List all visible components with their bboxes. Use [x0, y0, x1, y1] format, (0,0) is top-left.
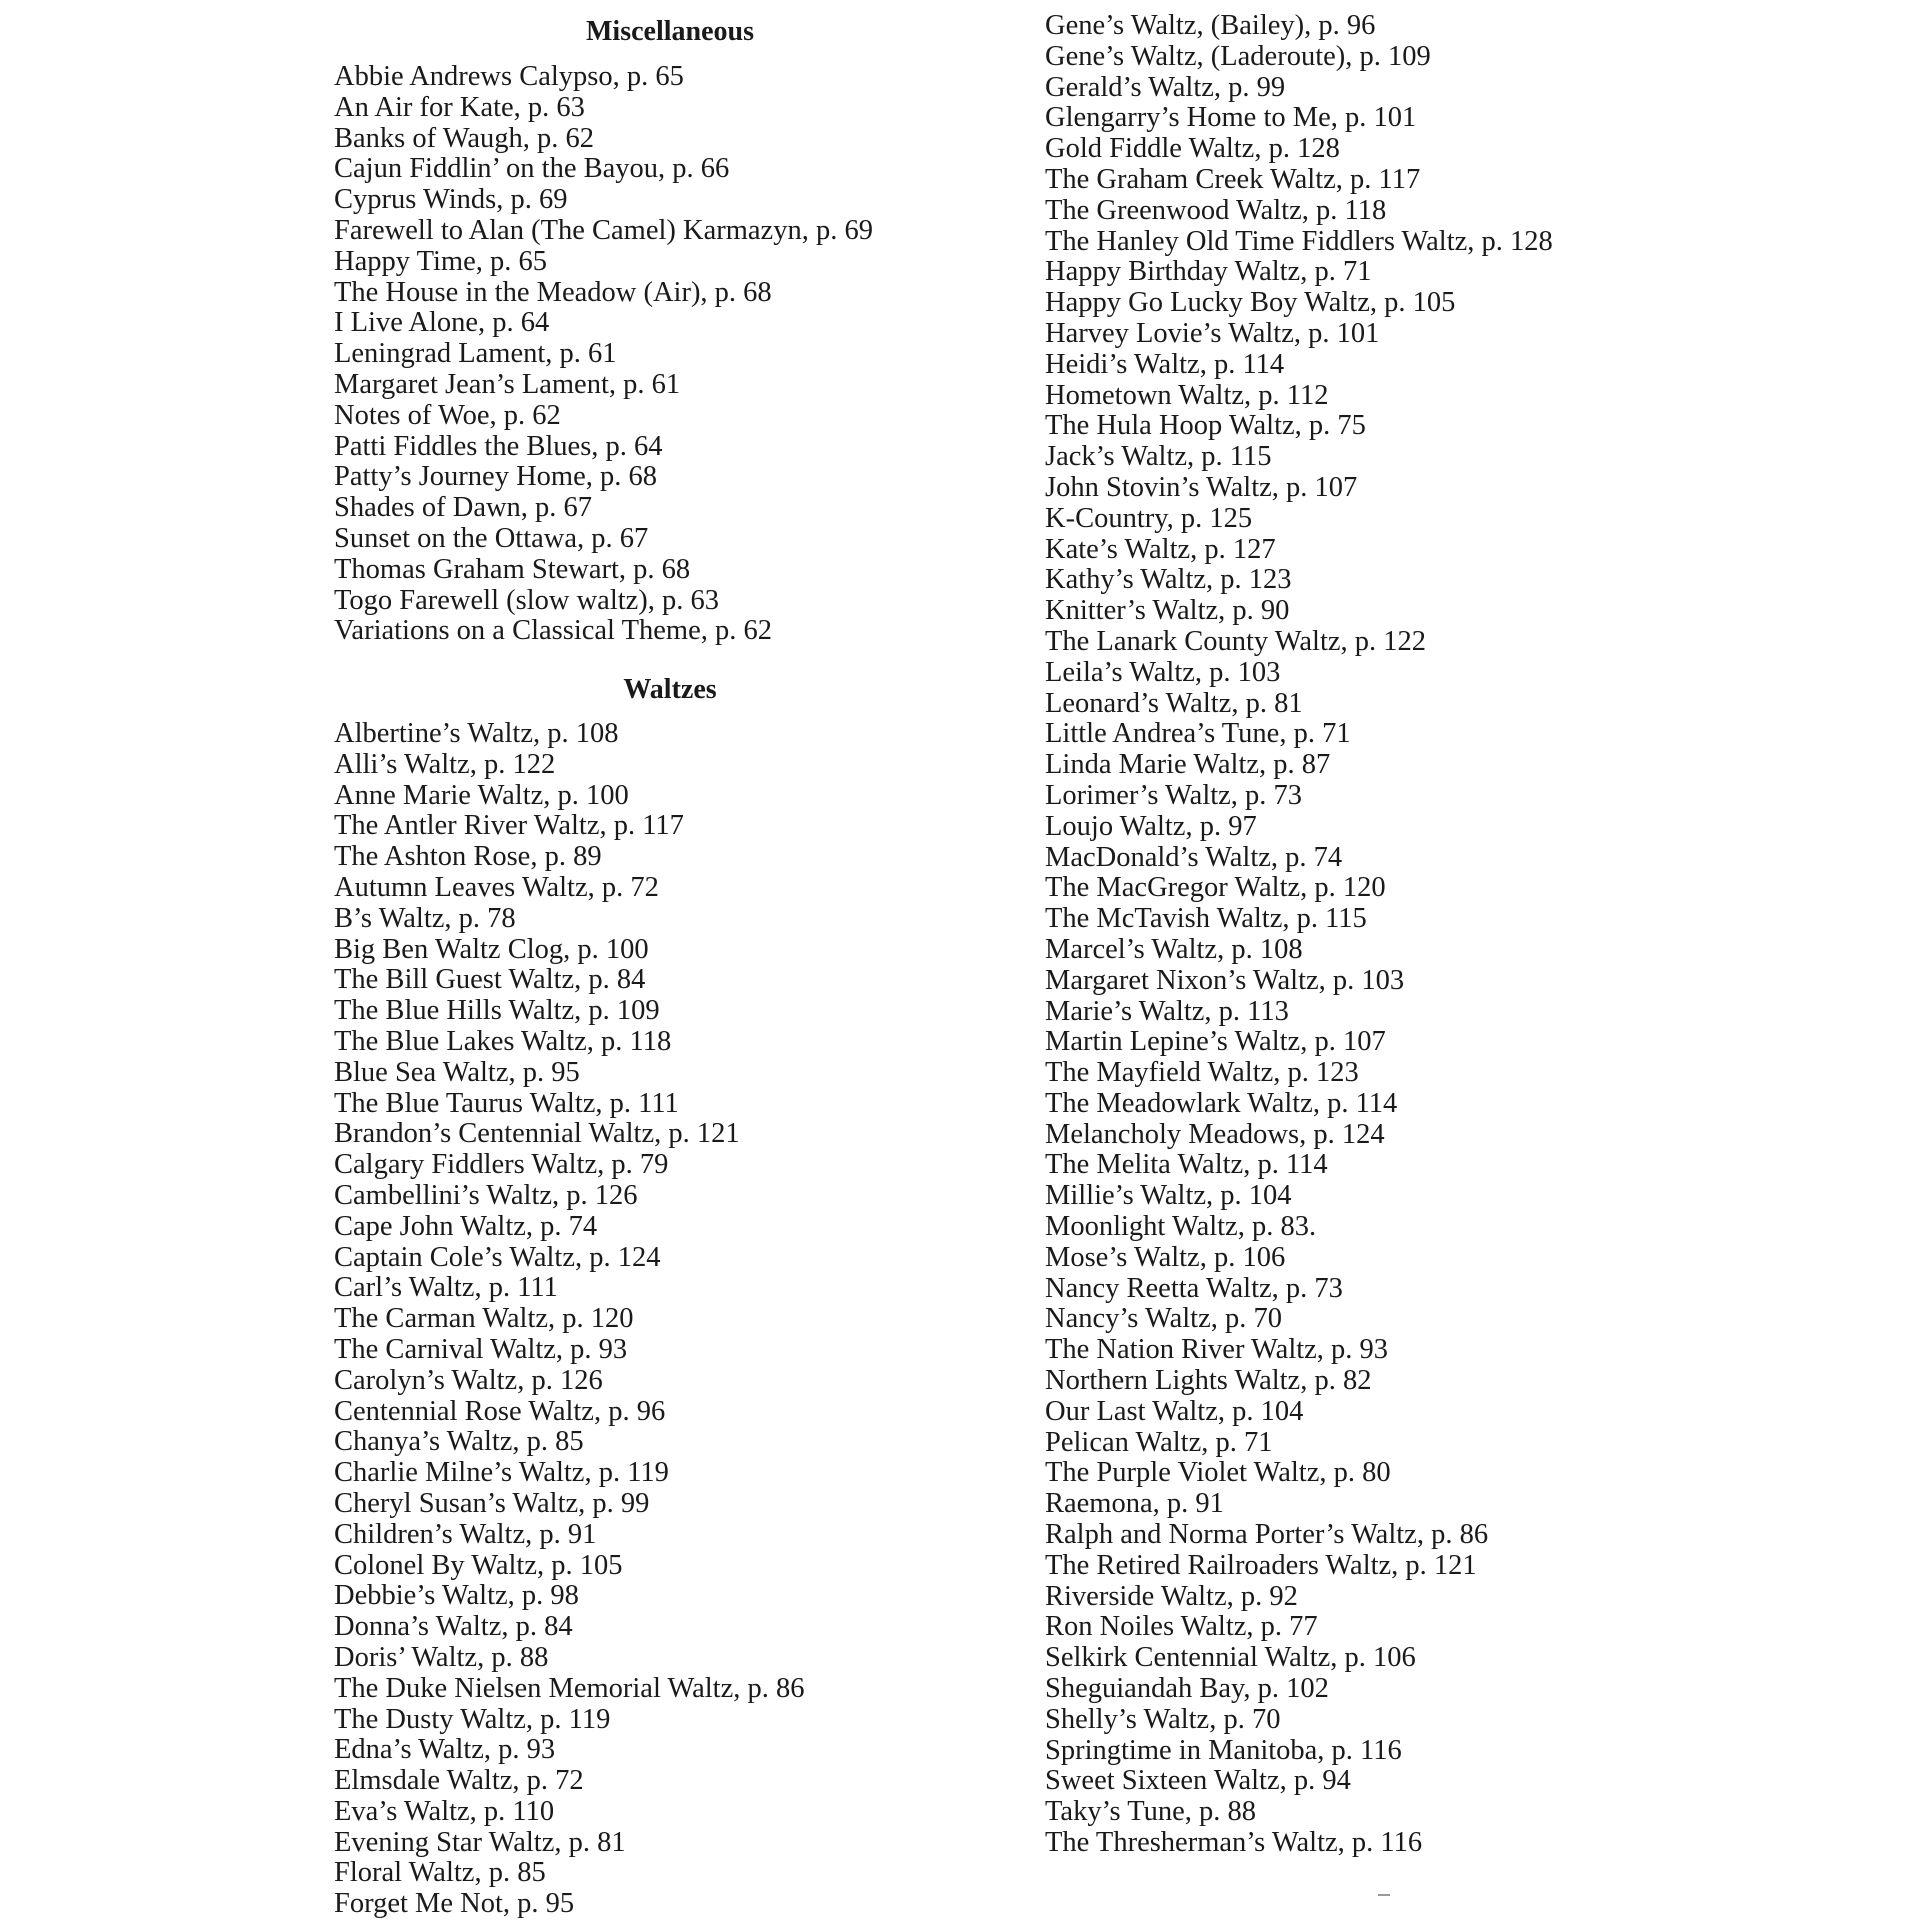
index-entry: The Blue Lakes Waltz, p. 118	[334, 1025, 672, 1057]
waltzes-heading: Waltzes	[623, 674, 717, 705]
index-entry: The Nation River Waltz, p. 93	[1045, 1334, 1389, 1366]
index-entry: B’s Waltz, p. 78	[334, 902, 516, 934]
index-entry: Happy Go Lucky Boy Waltz, p. 105	[1045, 287, 1456, 319]
index-entry: Heidi’s Waltz, p. 114	[1045, 348, 1285, 380]
index-entry: K-Country, p. 125	[1045, 502, 1253, 534]
index-entry: Shades of Dawn, p. 67	[334, 492, 593, 524]
index-entry: Blue Sea Waltz, p. 95	[334, 1056, 580, 1088]
index-entry: Donna’s Waltz, p. 84	[334, 1611, 573, 1643]
index-entry: Gene’s Waltz, (Bailey), p. 96	[1045, 10, 1376, 41]
index-entry: Happy Birthday Waltz, p. 71	[1045, 256, 1372, 288]
index-entry: Martin Lepine’s Waltz, p. 107	[1045, 1026, 1386, 1058]
index-entry: Sweet Sixteen Waltz, p. 94	[1045, 1765, 1351, 1797]
index-entry: Jack’s Waltz, p. 115	[1045, 441, 1272, 473]
index-entry: Mose’s Waltz, p. 106	[1045, 1241, 1286, 1273]
index-entry: Forget Me Not, p. 95	[334, 1888, 575, 1920]
index-entry: The Blue Taurus Waltz, p. 111	[334, 1087, 679, 1119]
index-entry: Anne Marie Waltz, p. 100	[334, 779, 629, 811]
index-entry: Harvey Lovie’s Waltz, p. 101	[1045, 317, 1380, 349]
index-entry: Millie’s Waltz, p. 104	[1045, 1180, 1292, 1212]
index-entry: Banks of Waugh, p. 62	[334, 122, 594, 154]
index-entry: Chanya’s Waltz, p. 85	[334, 1426, 584, 1458]
index-entry: The Thresherman’s Waltz, p. 116	[1045, 1827, 1423, 1859]
index-entry: Notes of Woe, p. 62	[334, 399, 561, 431]
index-entry: The Carnival Waltz, p. 93	[334, 1333, 628, 1365]
index-entry: Knitter’s Waltz, p. 90	[1045, 595, 1290, 627]
index-entry: Leonard’s Waltz, p. 81	[1045, 687, 1303, 719]
index-entry: The McTavish Waltz, p. 115	[1045, 903, 1367, 935]
index-entry: Marcel’s Waltz, p. 108	[1045, 933, 1303, 965]
index-entry: Patti Fiddles the Blues, p. 64	[334, 430, 663, 462]
index-entry: Albertine’s Waltz, p. 108	[334, 718, 619, 749]
index-entry: Thomas Graham Stewart, p. 68	[334, 553, 691, 585]
index-entry: Leningrad Lament, p. 61	[334, 338, 617, 370]
index-entry: The Bill Guest Waltz, p. 84	[334, 964, 646, 996]
index-entry: Eva’s Waltz, p. 110	[334, 1795, 555, 1827]
index-entry: Ralph and Norma Porter’s Waltz, p. 86	[1045, 1519, 1489, 1551]
index-entry: The Meadowlark Waltz, p. 114	[1045, 1087, 1398, 1119]
index-entry: Pelican Waltz, p. 71	[1045, 1426, 1273, 1458]
index-entry: Children’s Waltz, p. 91	[334, 1518, 597, 1550]
index-entry: The Ashton Rose, p. 89	[334, 841, 602, 873]
index-entry: The Carman Waltz, p. 120	[334, 1303, 634, 1335]
index-entry: Nancy’s Waltz, p. 70	[1045, 1303, 1283, 1335]
index-entry: Alli’s Waltz, p. 122	[334, 748, 556, 780]
index-entry: Ron Noiles Waltz, p. 77	[1045, 1611, 1318, 1643]
index-entry: The Duke Nielsen Memorial Waltz, p. 86	[334, 1672, 805, 1704]
index-entry: Farewell to Alan (The Camel) Karmazyn, p. 69	[334, 214, 873, 246]
index-entry: Edna’s Waltz, p. 93	[334, 1734, 556, 1766]
miscellaneous-list	[334, 62, 873, 647]
index-entry: Riverside Waltz, p. 92	[1045, 1580, 1298, 1612]
index-entry: Togo Farewell (slow waltz), p. 63	[334, 584, 720, 616]
index-entry: Hometown Waltz, p. 112	[1045, 379, 1329, 411]
index-entry: Cyprus Winds, p. 69	[334, 184, 568, 216]
index-entry: Shelly’s Waltz, p. 70	[1045, 1703, 1281, 1735]
index-entry: Carl’s Waltz, p. 111	[334, 1272, 558, 1304]
index-entry: Nancy Reetta Waltz, p. 73	[1045, 1272, 1343, 1304]
index-entry: The Graham Creek Waltz, p. 117	[1045, 163, 1421, 195]
index-entry: The Lanark County Waltz, p. 122	[1045, 625, 1427, 657]
index-entry: The Hula Hoop Waltz, p. 75	[1045, 410, 1366, 442]
index-entry: Evening Star Waltz, p. 81	[334, 1826, 626, 1858]
index-entry: The Greenwood Waltz, p. 118	[1045, 194, 1387, 226]
index-entry: The Retired Railroaders Waltz, p. 121	[1045, 1549, 1477, 1581]
index-entry: John Stovin’s Waltz, p. 107	[1045, 471, 1358, 503]
index-entry: Cheryl Susan’s Waltz, p. 99	[334, 1487, 650, 1519]
index-entry: Gerald’s Waltz, p. 99	[1045, 71, 1286, 103]
index-entry: Lorimer’s Waltz, p. 73	[1045, 779, 1303, 811]
index-entry: Melancholy Meadows, p. 124	[1045, 1118, 1385, 1150]
index-entry: Cambellini’s Waltz, p. 126	[334, 1179, 638, 1211]
index-entry: Selkirk Centennial Waltz, p. 106	[1045, 1642, 1416, 1674]
index-entry: Patty’s Journey Home, p. 68	[334, 461, 657, 493]
index-entry: Gene’s Waltz, (Laderoute), p. 109	[1045, 40, 1431, 72]
index-entry: An Air for Kate, p. 63	[334, 91, 585, 123]
waltzes-list-left	[334, 719, 804, 1920]
index-entry: Sunset on the Ottawa, p. 67	[334, 522, 649, 554]
index-entry: Floral Waltz, p. 85	[334, 1857, 546, 1889]
index-entry: Charlie Milne’s Waltz, p. 119	[334, 1457, 669, 1489]
index-entry: Taky’s Tune, p. 88	[1045, 1796, 1256, 1828]
index-entry: The House in the Meadow (Air), p. 68	[334, 276, 772, 308]
scan-speck	[1378, 1894, 1390, 1896]
index-entry: Moonlight Waltz, p. 83.	[1045, 1211, 1317, 1243]
index-entry: The Hanley Old Time Fiddlers Waltz, p. 128	[1045, 225, 1553, 257]
index-entry: Brandon’s Centennial Waltz, p. 121	[334, 1118, 740, 1150]
index-entry: Happy Time, p. 65	[334, 245, 547, 277]
index-entry: The Dusty Waltz, p. 119	[334, 1703, 611, 1735]
index-entry: The Blue Hills Waltz, p. 109	[334, 995, 660, 1027]
index-entry: MacDonald’s Waltz, p. 74	[1045, 841, 1343, 873]
index-entry: The Melita Waltz, p. 114	[1045, 1149, 1328, 1181]
index-entry: Margaret Nixon’s Waltz, p. 103	[1045, 964, 1405, 996]
index-entry: The Purple Violet Waltz, p. 80	[1045, 1457, 1391, 1489]
index-entry: Leila’s Waltz, p. 103	[1045, 656, 1281, 688]
index-entry: Elmsdale Waltz, p. 72	[334, 1765, 584, 1797]
index-entry: Captain Cole’s Waltz, p. 124	[334, 1241, 661, 1273]
index-entry: Linda Marie Waltz, p. 87	[1045, 749, 1331, 781]
index-entry: Carolyn’s Waltz, p. 126	[334, 1364, 603, 1396]
index-entry: Doris’ Waltz, p. 88	[334, 1641, 549, 1673]
index-entry: Kate’s Waltz, p. 127	[1045, 533, 1276, 565]
index-entry: Debbie’s Waltz, p. 98	[334, 1580, 579, 1612]
index-entry: Sheguiandah Bay, p. 102	[1045, 1673, 1329, 1705]
index-entry: Springtime in Manitoba, p. 116	[1045, 1734, 1402, 1766]
index-entry: Colonel By Waltz, p. 105	[334, 1549, 623, 1581]
index-entry: Marie’s Waltz, p. 113	[1045, 995, 1289, 1027]
index-entry: Cajun Fiddlin’ on the Bayou, p. 66	[334, 153, 730, 185]
index-entry: Gold Fiddle Waltz, p. 128	[1045, 133, 1340, 165]
index-entry: Abbie Andrews Calypso, p. 65	[334, 61, 684, 92]
index-entry: Calgary Fiddlers Waltz, p. 79	[334, 1149, 669, 1181]
index-entry: Glengarry’s Home to Me, p. 101	[1045, 102, 1417, 134]
index-entry: Variations on a Classical Theme, p. 62	[334, 615, 772, 647]
index-entry: I Live Alone, p. 64	[334, 307, 550, 339]
index-entry: Kathy’s Waltz, p. 123	[1045, 564, 1292, 596]
index-entry: Loujo Waltz, p. 97	[1045, 810, 1257, 842]
index-entry: Centennial Rose Waltz, p. 96	[334, 1395, 666, 1427]
miscellaneous-heading: Miscellaneous	[586, 16, 754, 47]
index-entry: Northern Lights Waltz, p. 82	[1045, 1365, 1372, 1397]
index-entry: Margaret Jean’s Lament, p. 61	[334, 368, 681, 400]
index-entry: The MacGregor Waltz, p. 120	[1045, 872, 1386, 904]
index-entry: Big Ben Waltz Clog, p. 100	[334, 933, 649, 965]
index-entry: Our Last Waltz, p. 104	[1045, 1395, 1304, 1427]
index-entry: The Antler River Waltz, p. 117	[334, 810, 684, 842]
index-entry: Little Andrea’s Tune, p. 71	[1045, 718, 1351, 750]
index-entry: The Mayfield Waltz, p. 123	[1045, 1057, 1359, 1089]
index-entry: Raemona, p. 91	[1045, 1488, 1224, 1520]
waltzes-list-right	[1045, 11, 1553, 1859]
index-entry: Autumn Leaves Waltz, p. 72	[334, 871, 659, 903]
index-entry: Cape John Waltz, p. 74	[334, 1210, 598, 1242]
